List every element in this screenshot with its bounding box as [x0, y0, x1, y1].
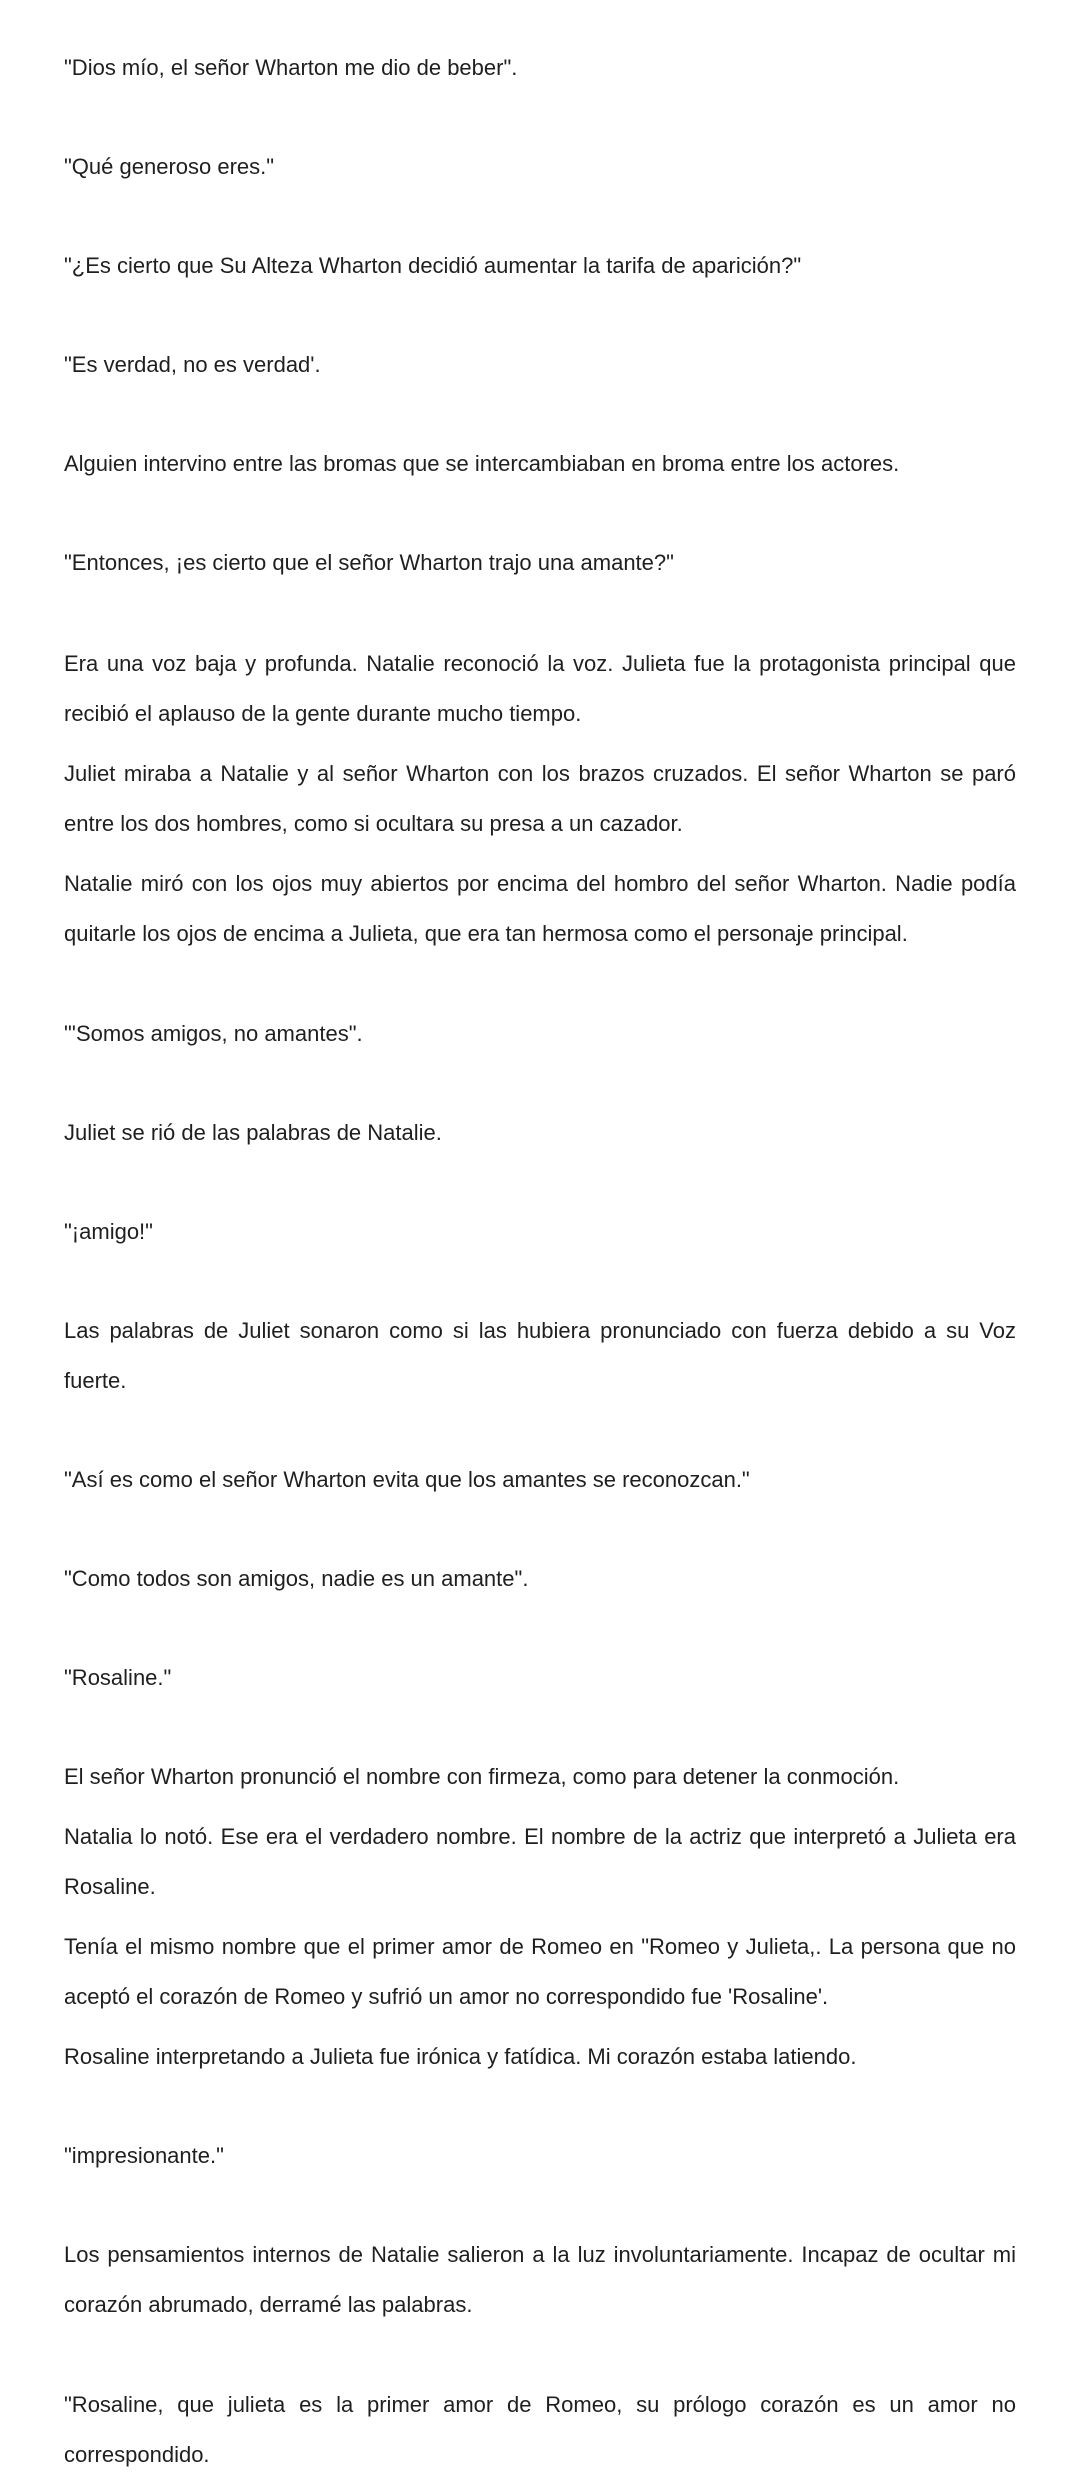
paragraph: "Entonces, ¡es cierto que el señor Wharton trajo una amante?": [64, 550, 674, 575]
paragraph: Las palabras de Juliet sonaron como si las hubiera pronunciado con fuerza debido a su Voz fuerte.: [64, 1318, 1016, 1393]
paragraph: "'Somos amigos, no amantes".: [64, 1021, 363, 1046]
paragraph: Natalia lo notó. Ese era el verdadero nombre. El nombre de la actriz que interpretó a Julieta era Rosaline.: [64, 1824, 1016, 1899]
paragraph: Tenía el mismo nombre que el primer amor de Romeo en "Romeo y Julieta,. La persona que no aceptó el corazón de Romeo y sufrió un amor no correspondido fue 'Rosaline'.: [64, 1934, 1016, 2009]
paragraph: Rosaline interpretando a Julieta fue irónica y fatídica. Mi corazón estaba latiendo.: [64, 2044, 857, 2069]
reader-page[interactable]: [64, 0, 1016, 2467]
paragraph: "Es verdad, no es verdad'.: [64, 352, 321, 377]
paragraph: "Como todos son amigos, nadie es un amante".: [64, 1566, 529, 1591]
paragraph: Los pensamientos internos de Natalie salieron a la luz involuntariamente. Incapaz de ocultar mi corazón abrumado, derramé las palabras.: [64, 2242, 1016, 2317]
paragraph: "Rosaline.": [64, 1665, 172, 1690]
paragraph: "¡amigo!": [64, 1219, 153, 1244]
paragraph: "Qué generoso eres.": [64, 154, 275, 179]
paragraph: Juliet se rió de las palabras de Natalie.: [64, 1120, 442, 1145]
paragraph: "¿Es cierto que Su Alteza Wharton decidió aumentar la tarifa de aparición?": [64, 253, 802, 278]
paragraph: Natalie miró con los ojos muy abiertos por encima del hombro del señor Wharton. Nadie podía quitarle los ojos de encima a Julieta, que era tan hermosa como el personaje principal.: [64, 871, 1016, 946]
paragraph: "impresionante.": [64, 2143, 224, 2168]
paragraph: "Así es como el señor Wharton evita que los amantes se reconozcan.": [64, 1467, 750, 1492]
paragraph: Era una voz baja y profunda. Natalie reconoció la voz. Julieta fue la protagonista principal que recibió el aplauso de la gente durante mucho tiempo.: [64, 651, 1016, 726]
paragraph: "Rosaline, que julieta es la primer amor de Romeo, su prólogo corazón es un amor no correspondido.: [64, 2392, 1016, 2467]
paragraph: Alguien intervino entre las bromas que se intercambiaban en broma entre los actores.: [64, 451, 900, 476]
paragraph: El señor Wharton pronunció el nombre con firmeza, como para detener la conmoción.: [64, 1764, 900, 1789]
paragraph: Juliet miraba a Natalie y al señor Wharton con los brazos cruzados. El señor Wharton se paró entre los dos hombres, como si ocultara su presa a un cazador.: [64, 761, 1016, 836]
paragraph: "Dios mío, el señor Wharton me dio de beber".: [64, 55, 518, 80]
